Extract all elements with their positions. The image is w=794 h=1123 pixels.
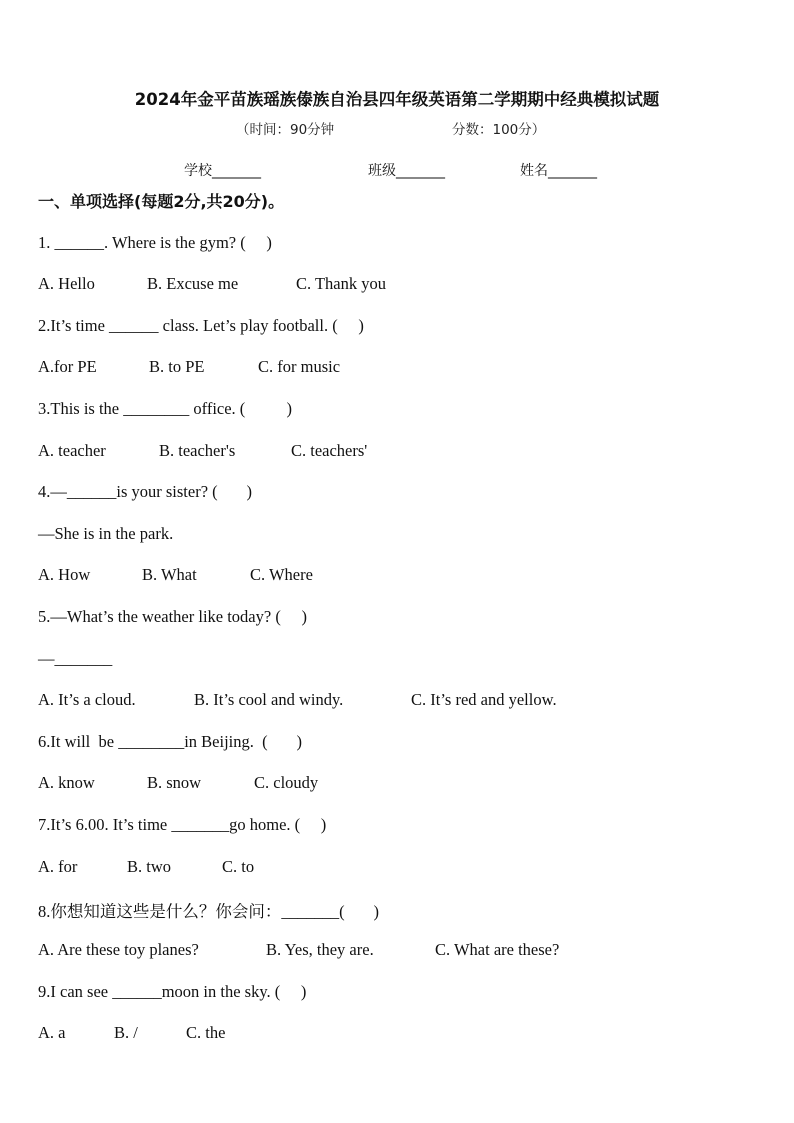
question-7-stem: 7.It’s 6.00. It’s time _______go home. ( )	[38, 815, 327, 834]
question-8-option-c: C. What are these?	[435, 940, 560, 959]
question-7-option-b: B. two	[127, 857, 172, 876]
question-7-option-c: C. to	[222, 857, 255, 876]
question-5-option-c: C. It’s red and yellow.	[411, 690, 557, 709]
question-8-stem: 8.你想知道这些是什么？你会问：_______( )	[38, 902, 379, 921]
question-9-option-b: B. /	[114, 1023, 138, 1042]
question-5-option-a: A. It’s a cloud.	[38, 690, 136, 709]
question-6-option-a: A. know	[38, 773, 95, 792]
question-2-option-a: A.for PE	[38, 357, 97, 376]
question-1-option-b: B. Excuse me	[147, 274, 239, 293]
question-3-stem: 3.This is the ________ office. ( )	[38, 399, 293, 418]
section-heading: 一、单项选择(每题2分,共20分)。	[38, 192, 285, 211]
question-8-option-a: A. Are these toy planes?	[38, 940, 199, 959]
class-field: 班级_______	[368, 163, 445, 179]
exam-title: 2024年金平苗族瑶族傣族自治县四年级英语第二学期期中经典模拟试题	[134, 90, 660, 109]
exam-time: （时间：90分钟	[236, 122, 335, 138]
question-2-option-c: C. for music	[258, 357, 341, 376]
question-9-stem: 9.I can see ______moon in the sky. ( )	[38, 982, 307, 1001]
name-field: 姓名_______	[520, 163, 597, 179]
question-3-option-a: A. teacher	[38, 441, 106, 460]
question-1-stem: 1. ______. Where is the gym? ( )	[38, 233, 272, 252]
question-3-option-c: C. teachers'	[291, 441, 368, 460]
question-5-option-b: B. It’s cool and windy.	[194, 690, 344, 709]
question-4-stem: 4.—______is your sister? ( )	[38, 482, 253, 501]
question-4-answer-line: —She is in the park.	[38, 524, 174, 543]
question-1-option-c: C. Thank you	[296, 274, 386, 293]
question-3-option-b: B. teacher's	[159, 441, 236, 460]
question-4-option-a: A. How	[38, 565, 91, 584]
question-4-option-b: B. What	[142, 565, 197, 584]
question-6-stem: 6.It will be ________in Beijing. ( )	[38, 732, 302, 751]
question-7-option-a: A. for	[38, 857, 78, 876]
exam-score: 分数：100分）	[452, 122, 546, 138]
question-5-stem: 5.—What’s the weather like today? ( )	[38, 607, 307, 626]
question-2-option-b: B. to PE	[149, 357, 205, 376]
question-1-option-a: A. Hello	[38, 274, 95, 293]
question-4-option-c: C. Where	[250, 565, 313, 584]
question-6-option-b: B. snow	[147, 773, 202, 792]
question-9-option-c: C. the	[186, 1023, 226, 1042]
question-5-answer-line: —_______	[38, 649, 113, 668]
question-2-stem: 2.It’s time ______ class. Let’s play football. ( )	[38, 316, 364, 335]
question-9-option-a: A. a	[38, 1023, 66, 1042]
question-8-option-b: B. Yes, they are.	[266, 940, 374, 959]
school-field: 学校_______	[184, 163, 261, 179]
question-6-option-c: C. cloudy	[254, 773, 319, 792]
